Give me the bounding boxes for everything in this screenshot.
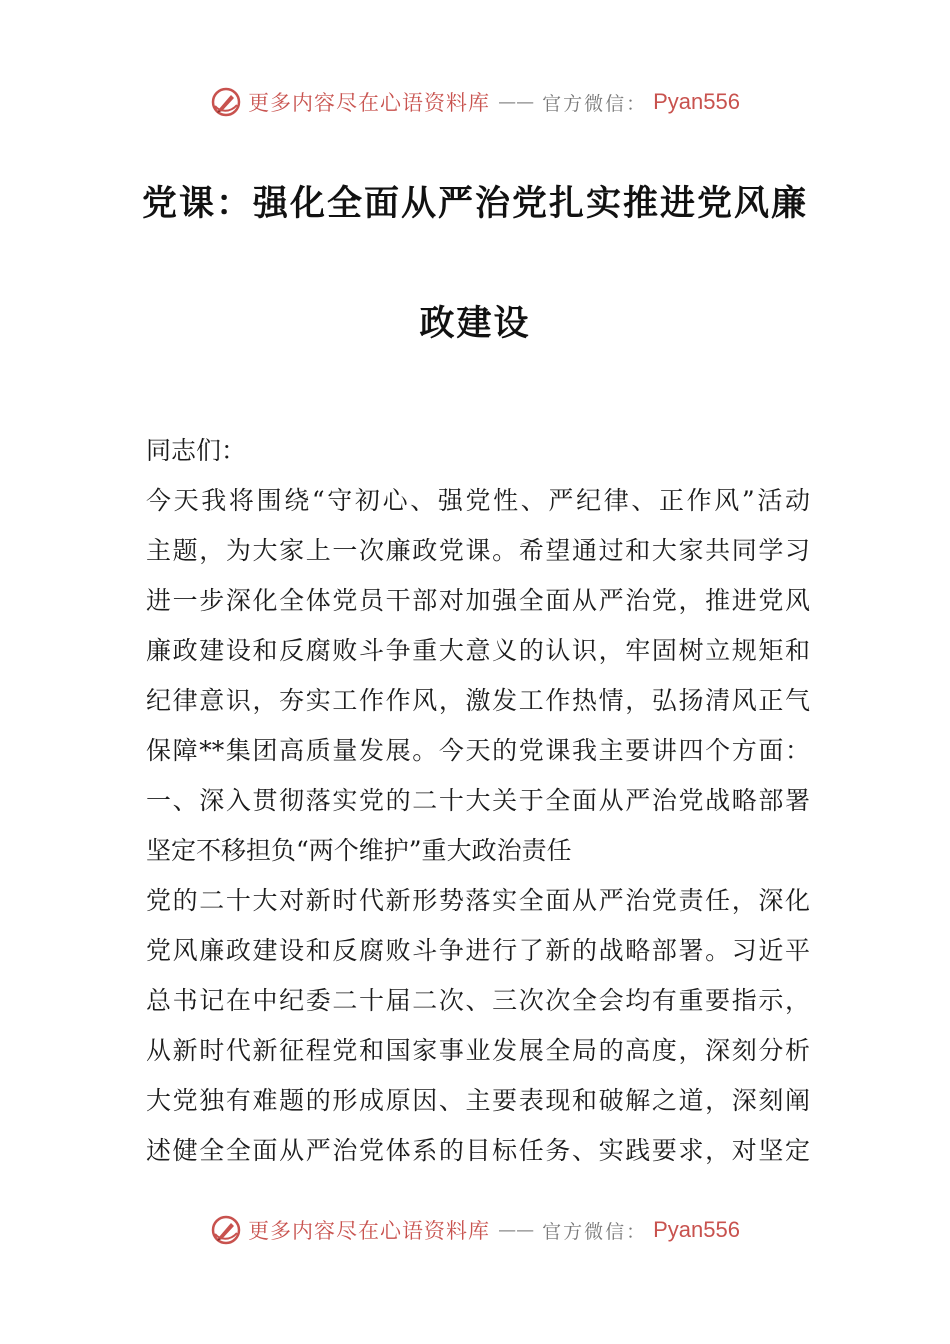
- banner-wechat-label: 官方微信：: [542, 92, 648, 115]
- body-line: 主题，为大家上一次廉政党课。希望通过和大家共同学习: [146, 536, 810, 565]
- body-line: 纪律意识，夯实工作作风，激发工作热情，弘扬清风正气: [146, 686, 810, 715]
- body-line: 保障**集团高质量发展。今天的党课我主要讲四个方面：: [146, 736, 810, 765]
- body-line: 今天我将围绕“守初心、强党性、严纪律、正作风”活动: [146, 486, 810, 515]
- body-line: 大党独有难题的形成原因、主要表现和破解之道，深刻阐: [146, 1086, 810, 1115]
- body-line: 党的二十大对新时代新形势落实全面从严治党责任，深化: [146, 886, 810, 915]
- salutation: 同志们：: [146, 436, 247, 465]
- banner-slogan: 更多内容尽在心语资料库: [248, 1219, 491, 1243]
- pen-circle-icon: [210, 1214, 242, 1246]
- body-line: 进一步深化全体党员干部对加强全面从严治党，推进党风: [146, 586, 810, 615]
- body-line: 总书记在中纪委二十届二次、三次次全会均有重要指示，: [146, 986, 810, 1015]
- banner-wechat-id: Pyan556: [653, 89, 740, 114]
- banner-dash: ——: [498, 1219, 535, 1241]
- section-heading-line: 一、深入贯彻落实党的二十大关于全面从严治党战略部署: [146, 786, 810, 815]
- banner-slogan: 更多内容尽在心语资料库: [248, 91, 491, 115]
- banner-wechat-id: Pyan556: [653, 1217, 740, 1242]
- document-body: [146, 426, 810, 1176]
- banner-wechat-label: 官方微信：: [542, 1220, 648, 1243]
- page-title-line-2: 政建设: [419, 304, 531, 344]
- body-line: 述健全全面从严治党体系的目标任务、实践要求，对坚定: [146, 1136, 810, 1165]
- body-line: 党风廉政建设和反腐败斗争进行了新的战略部署。习近平: [146, 936, 810, 965]
- body-line: 从新时代新征程党和国家事业发展全局的高度，深刻分析: [146, 1036, 810, 1065]
- section-heading-line: 坚定不移担负“两个维护”重大政治责任: [146, 836, 572, 865]
- banner-dash: ——: [498, 91, 535, 113]
- page-title-line-1: 党课：强化全面从严治党扎实推进党风廉: [141, 184, 808, 224]
- body-line: 廉政建设和反腐败斗争重大意义的认识，牢固树立规矩和: [146, 636, 810, 665]
- header-banner: [0, 82, 950, 122]
- footer-banner: [0, 1210, 950, 1250]
- pen-circle-icon: [210, 86, 242, 118]
